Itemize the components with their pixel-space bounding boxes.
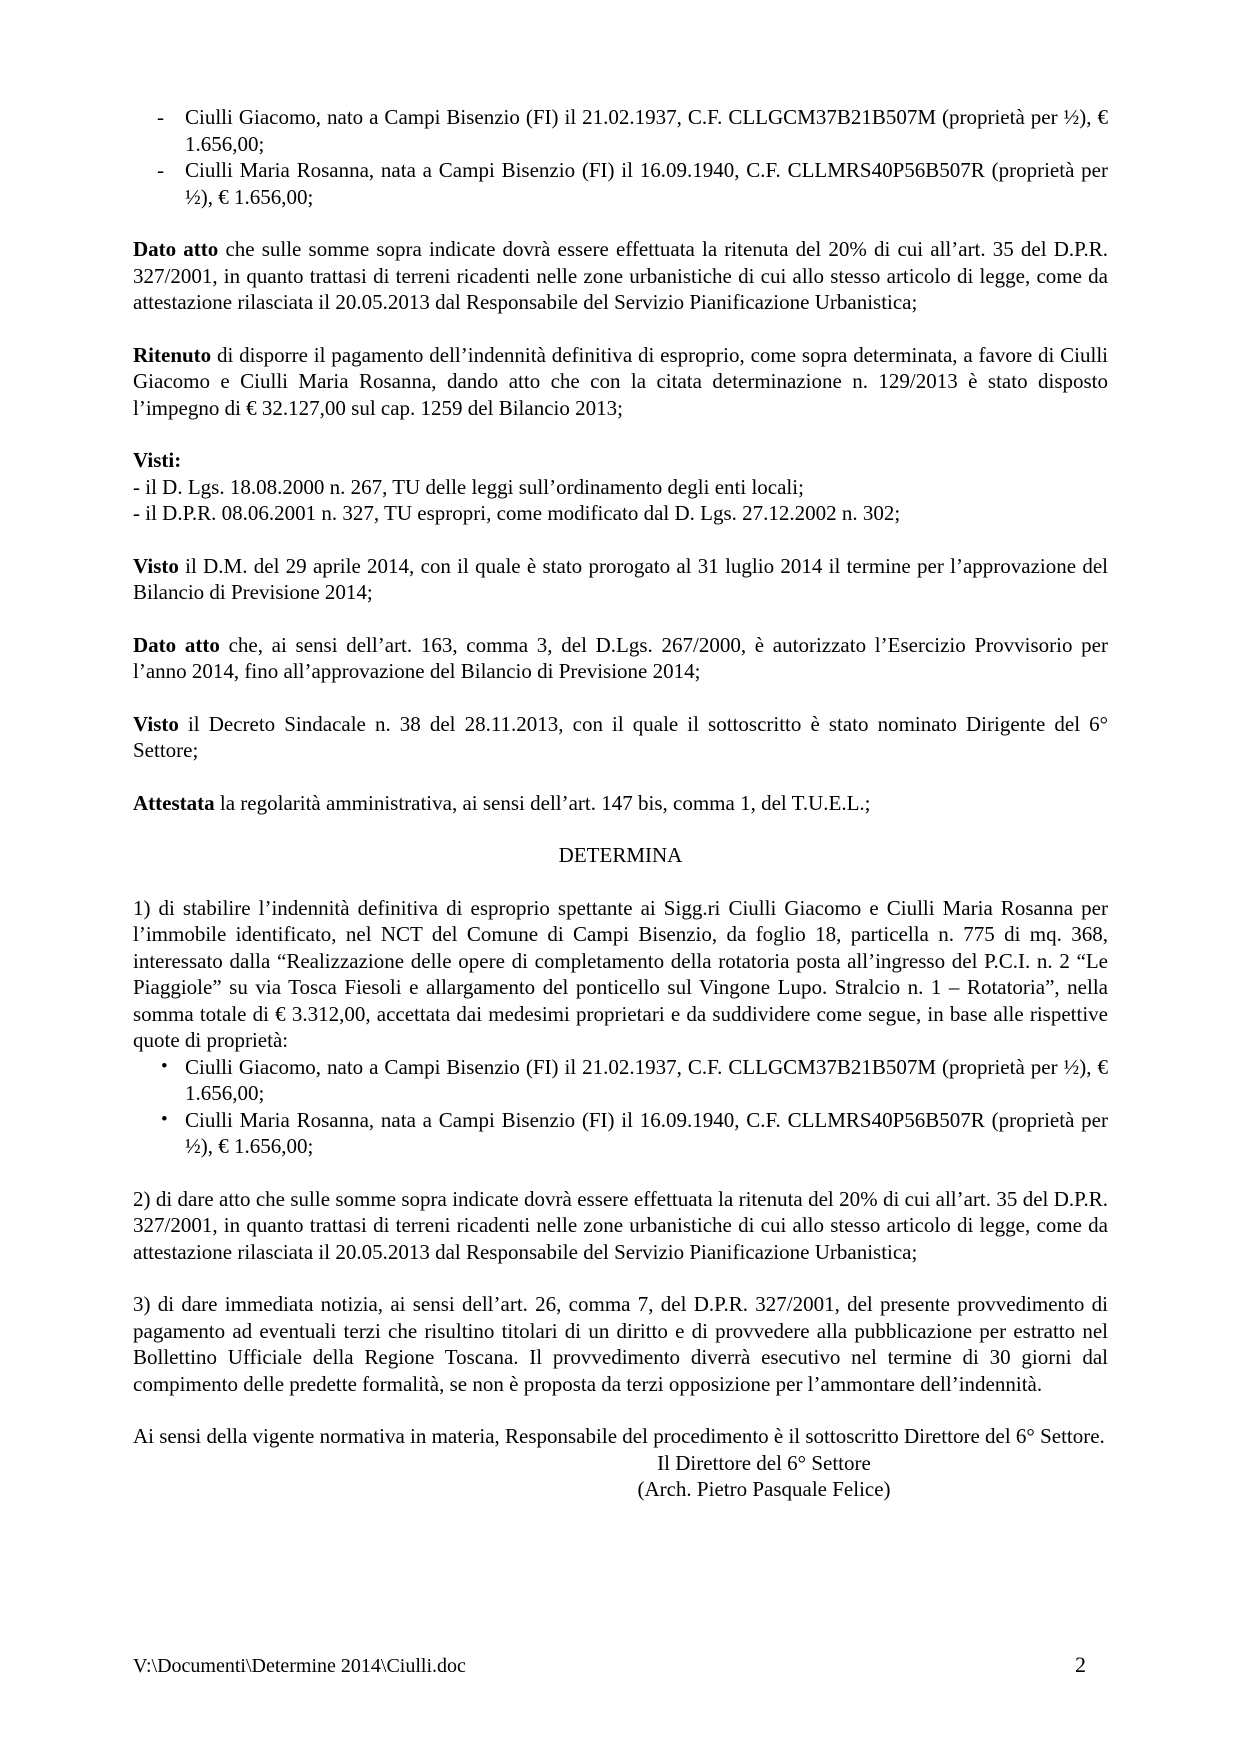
paragraph-point-3: 3) di dare immediata notizia, ai sensi dell’art. 26, comma 7, del D.P.R. 327/2001, del presente provvedimento di pagamento ad eventuali terzi che risultino titolari di un diritto e di provvedere alla pubblicazione per estratto nel Bollettino Ufficiale della Regione Toscana. Il provvedimento diverrà esecutivo nel termine di 30 giorni dal compimento delle predette formalità, se non è proposta da terzi opposizione per l’ammontare dell’indennità. [133,1292,1108,1396]
paragraph-lead: Attestata [133,790,215,815]
document-body [133,104,1108,1503]
paragraph-visti [133,447,1108,527]
paragraph-dato-atto-1 [133,236,1108,316]
list-item-owner-1 [133,1054,1108,1107]
owner-2-text: Ciulli Maria Rosanna, nata a Campi Bisenzio (FI) il 16.09.1940, C.F. CLLMRS40P56B507R (proprietà per ½), € 1.656,00; [185,1107,1108,1158]
paragraph-attestata [133,790,1108,817]
owner-1-text: Ciulli Giacomo, nato a Campi Bisenzio (FI) il 21.02.1937, C.F. CLLGCM37B21B507M (proprietà per ½), € 1.656,00; [185,1054,1108,1105]
paragraph-text: il D.M. del 29 aprile 2014, con il quale è stato prorogato al 31 luglio 2014 il termine per l’approvazione del Bilancio di Previsione 2014; [133,553,1108,604]
owner-2-text: Ciulli Maria Rosanna, nata a Campi Bisenzio (FI) il 16.09.1940, C.F. CLLMRS40P56B507R (proprietà per ½), € 1.656,00; [185,158,1108,209]
paragraph-lead: Ritenuto [133,342,212,367]
bullet-marker: • [161,1055,168,1077]
paragraph-responsabile: Ai sensi della vigente normativa in materia, Responsabile del procedimento è il sottoscritto Direttore del 6° Settore. [133,1424,1105,1448]
visti-line-1: - il D. Lgs. 18.08.2000 n. 267, TU delle leggi sull’ordinamento degli enti locali; [133,474,804,499]
paragraph-dato-atto-2 [133,632,1108,685]
page-footer [133,1652,1108,1680]
signature-name: (Arch. Pietro Pasquale Felice) [637,1477,891,1501]
list-item-owner-1 [133,104,1108,157]
paragraph-point-2: 2) di dare atto che sulle somme sopra indicate dovrà essere effettuata la ritenuta del 20% di cui all’art. 35 del D.P.R. 327/2001, in quanto trattasi di terreni ricadenti nelle zone urbanistiche di cui allo stesso articolo di legge, come da attestazione rilasciata il 20.05.2013 dal Responsabile del Servizio Pianificazione Urbanistica; [133,1186,1108,1264]
paragraph-lead: Dato atto [133,237,219,261]
owner-1-text: Ciulli Giacomo, nato a Campi Bisenzio (FI) il 21.02.1937, C.F. CLLGCM37B21B507M (proprietà per ½), € 1.656,00; [185,105,1108,156]
paragraph-lead: Visto [133,553,179,578]
list-item-owner-2 [133,157,1108,210]
paragraph-lead: Visto [133,711,179,736]
paragraph-text: che, ai sensi dell’art. 163, comma 3, del D.Lgs. 267/2000, è autorizzato l’Esercizio Provvisorio per l’anno 2014, fino all’approvazione del Bilancio di Previsione 2014; [133,632,1108,683]
list-item-owner-2 [133,1107,1108,1160]
signature-role: Il Direttore del 6° Settore [657,1450,871,1475]
dash-marker: - [157,158,164,182]
paragraph-visto-decreto [133,711,1108,764]
paragraph-text: di disporre il pagamento dell’indennità definitiva di esproprio, come sopra determinata, a favore di Ciulli Giacomo e Ciulli Maria Rosanna, dando atto che con la citata determinazione n. 129/2013 è stato disposto l’impegno di € 32.127,00 sul cap. 1259 del Bilancio 2013; [133,342,1108,420]
dash-marker: - [157,105,164,129]
owners-list-dash [133,104,1108,210]
paragraph-visto-dm [133,553,1108,606]
paragraph-lead: Dato atto [133,632,220,657]
page-number: 2 [1075,1652,1086,1677]
paragraph-point-1: 1) di stabilire l’indennità definitiva di esproprio spettante ai Sigg.ri Ciulli Giacomo e Ciulli Maria Rosanna per l’immobile identificato, nel NCT del Comune di Campi Bisenzio, da foglio 18, particella n. 775 di mq. 368, interessato dalla “Realizzazione delle opere di completamento della rotatoria posta all’ingresso del P.C.I. n. 2 “Le Piaggiole” su via Tosca Fiesoli e allargamento del ponticello sul Vingone Lupo. Stralcio n. 1 – Rotatoria”, nella somma totale di € 3.312,00, accettata dai medesimi proprietari e da suddividere come segue, in base alle rispettive quote di proprietà: [133,895,1108,1052]
paragraph-ritenuto [133,342,1108,422]
determina-heading: DETERMINA [558,843,683,867]
paragraph-text: il Decreto Sindacale n. 38 del 28.11.2013, con il quale il sottoscritto è stato nominato Dirigente del 6° Settore; [133,711,1108,762]
footer-file-path: V:\Documenti\Determine 2014\Ciulli.doc [133,1655,466,1677]
paragraph-text: che sulle somme sopra indicate dovrà essere effettuata la ritenuta del 20% di cui all’art. 35 del D.P.R. 327/2001, in quanto trattasi di terreni ricadenti nelle zone urbanistiche di cui allo stesso articolo di legge, come da attestazione rilasciata il 20.05.2013 dal Responsabile del Servizio Pianificazione Urbanistica; [133,237,1108,314]
bullet-marker: • [161,1108,168,1130]
paragraph-lead: Visti: [133,448,182,472]
paragraph-text: la regolarità amministrativa, ai sensi dell’art. 147 bis, comma 1, del T.U.E.L.; [214,790,871,815]
owners-list-bullet [133,1054,1108,1160]
signature-block [574,1450,954,1503]
visti-line-2: - il D.P.R. 08.06.2001 n. 327, TU espropri, come modificato dal D. Lgs. 27.12.2002 n. 302; [133,501,901,525]
